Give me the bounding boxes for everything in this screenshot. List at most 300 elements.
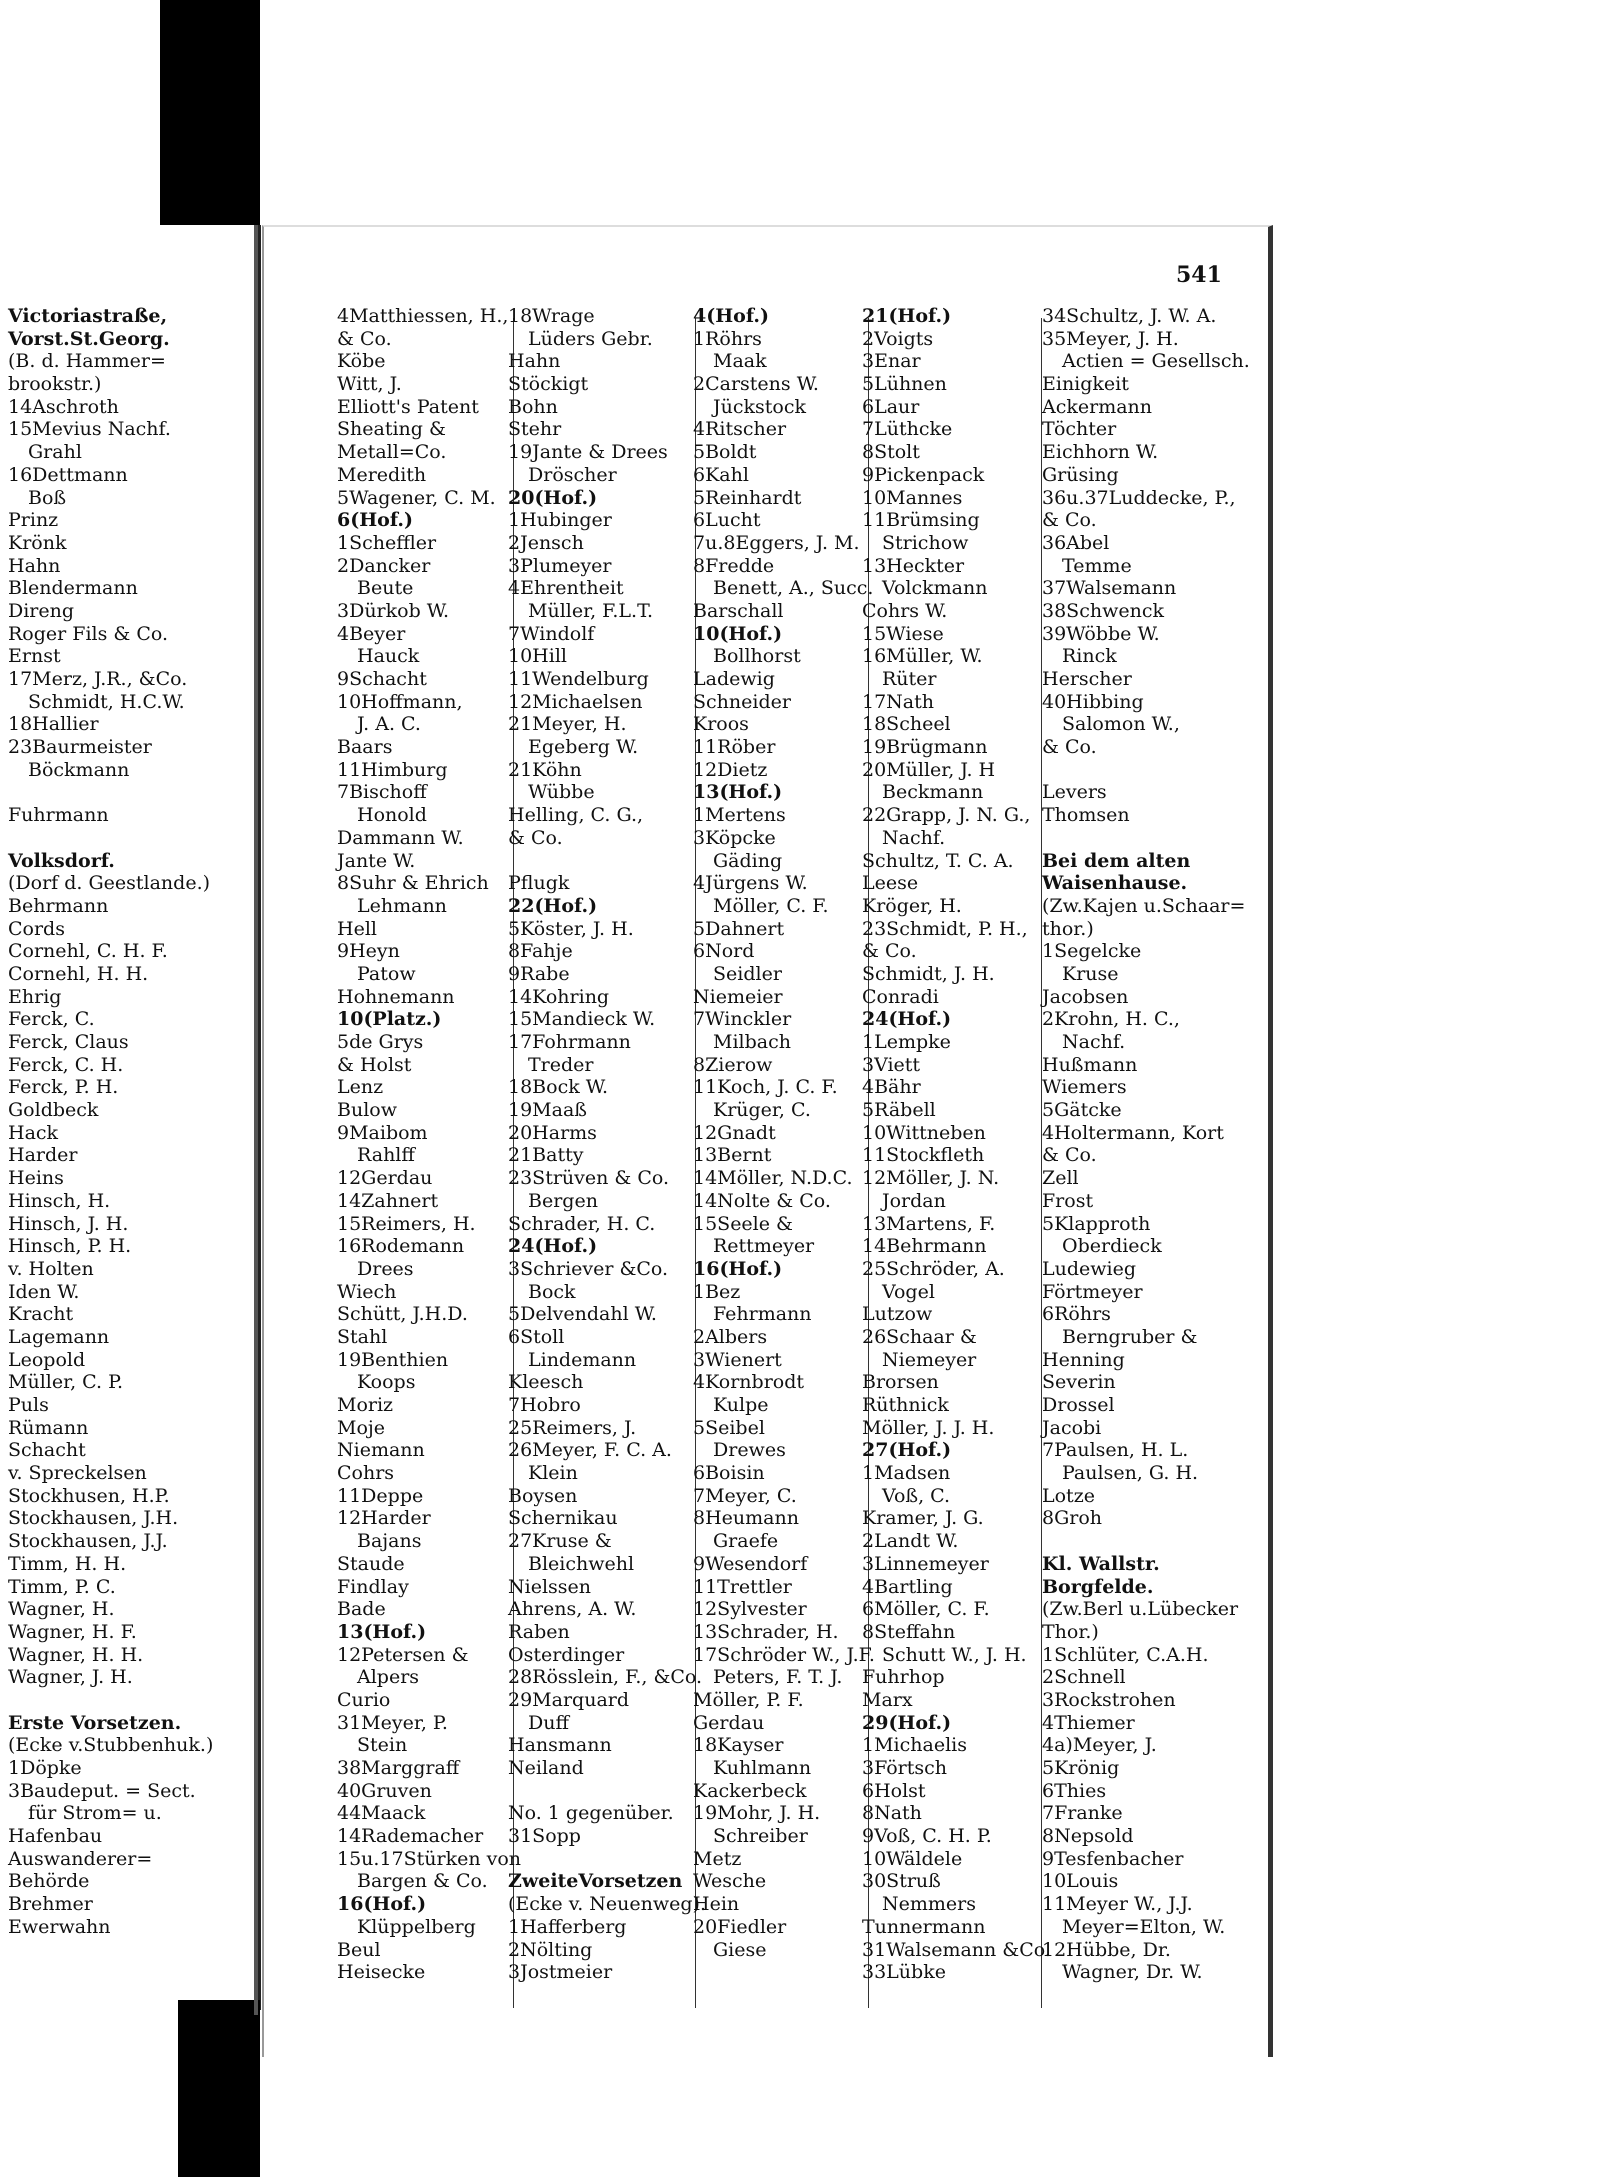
directory-line: Wagner, H. bbox=[8, 1598, 115, 1621]
directory-line: 37Walsemann bbox=[1042, 577, 1177, 600]
directory-line: Nemmers bbox=[882, 1893, 976, 1916]
directory-line: Elliott's Patent bbox=[337, 395, 479, 418]
directory-line: Beul bbox=[337, 1938, 381, 1961]
directory-line: 1Hafferberg bbox=[508, 1915, 627, 1938]
directory-line: 11Wendelburg bbox=[508, 668, 649, 690]
directory-line: Eichhorn W. bbox=[1042, 441, 1159, 464]
directory-line: (Dorf d. Geestlande.) bbox=[8, 872, 211, 895]
directory-line: 17Nath bbox=[862, 690, 935, 713]
directory-line: Einigkeit bbox=[1042, 373, 1129, 396]
directory-line: Jacobi bbox=[1042, 1416, 1102, 1439]
directory-line: 13Schrader, H. bbox=[693, 1620, 839, 1643]
directory-line: 10(Platz.) bbox=[337, 1008, 442, 1031]
directory-line: Duff bbox=[528, 1711, 569, 1734]
directory-line: 20Fiedler bbox=[693, 1915, 787, 1938]
directory-line: Moje bbox=[337, 1416, 386, 1439]
directory-line: 35Meyer, J. H. bbox=[1042, 327, 1179, 350]
directory-line: Salomon W., bbox=[1062, 713, 1180, 736]
directory-line: Möller, P. F. bbox=[693, 1688, 804, 1711]
directory-line: 11Brümsing bbox=[862, 509, 980, 532]
directory-line: Krüger, C. bbox=[713, 1099, 811, 1122]
directory-line: Dammann W. bbox=[337, 826, 464, 849]
directory-line: 21Batty bbox=[508, 1144, 584, 1167]
directory-line: Conradi bbox=[862, 985, 939, 1008]
directory-line: 4Matthiessen, H., bbox=[337, 305, 509, 327]
directory-line: Drees bbox=[357, 1257, 414, 1280]
directory-line: 3Schriever &Co. bbox=[508, 1257, 669, 1280]
directory-line: Volksdorf. bbox=[8, 849, 115, 872]
directory-line: Stehr bbox=[508, 418, 562, 441]
directory-line: 7Winckler bbox=[693, 1008, 792, 1031]
directory-line: Fehrmann bbox=[713, 1303, 812, 1326]
directory-line: Kl. Wallstr. bbox=[1042, 1552, 1160, 1575]
directory-line: 44Maack bbox=[337, 1802, 426, 1825]
directory-line: Lutzow bbox=[862, 1303, 933, 1326]
directory-line: Dröscher bbox=[528, 463, 617, 486]
directory-line: 12Dietz bbox=[693, 758, 768, 781]
directory-line: Niemann bbox=[337, 1439, 425, 1462]
directory-line: 15Mevius Nachf. bbox=[8, 418, 171, 441]
directory-line: Vogel bbox=[882, 1280, 935, 1303]
directory-line: 31Walsemann &Co. bbox=[862, 1938, 1051, 1961]
directory-line: Thor.) bbox=[1042, 1620, 1099, 1643]
directory-line: 16Dettmann bbox=[8, 463, 128, 486]
directory-line: 22(Hof.) bbox=[508, 894, 598, 917]
directory-line: Heisecke bbox=[337, 1961, 426, 1984]
directory-line: Timm, H. H. bbox=[8, 1552, 127, 1575]
directory-line: Tunnermann bbox=[862, 1915, 986, 1938]
directory-line: Witt, J. bbox=[337, 373, 402, 396]
blank-line bbox=[508, 1848, 706, 1871]
directory-line: & Co. bbox=[862, 940, 917, 963]
directory-line: Hußmann bbox=[1042, 1053, 1138, 1076]
directory-line: 24(Hof.) bbox=[508, 1235, 598, 1258]
directory-line: Vorst.St.Georg. bbox=[8, 327, 170, 350]
directory-line: Henning bbox=[1042, 1348, 1125, 1371]
directory-line: 7Windolf bbox=[508, 622, 595, 645]
directory-line: 6Lucht bbox=[693, 509, 761, 532]
directory-line: 11Meyer W., J.J. bbox=[1042, 1893, 1193, 1916]
directory-line: Grüsing bbox=[1042, 463, 1119, 486]
directory-line: 3Köpcke bbox=[693, 826, 776, 849]
directory-line: 23Schmidt, P. H., bbox=[862, 917, 1028, 940]
directory-line: 6(Hof.) bbox=[337, 509, 413, 532]
directory-line: 22Grapp, J. N. G., bbox=[862, 804, 1031, 827]
directory-line: 40Hibbing bbox=[1042, 690, 1144, 713]
directory-line: 15u.17Stürken von bbox=[337, 1847, 522, 1870]
directory-line: 9Maibom bbox=[337, 1121, 428, 1144]
directory-line: Direng bbox=[8, 599, 75, 622]
directory-line: Lehmann bbox=[357, 894, 447, 917]
directory-line: Schernikau bbox=[508, 1507, 618, 1530]
directory-line: ZweiteVorsetzen bbox=[508, 1870, 683, 1893]
directory-line: 1Döpke bbox=[8, 1757, 82, 1779]
directory-line: Hohnemann bbox=[337, 985, 455, 1008]
directory-line: Hahn bbox=[508, 350, 561, 373]
directory-line: Pflugk bbox=[508, 872, 570, 895]
directory-line: Leese bbox=[862, 872, 919, 895]
directory-line: Prinz bbox=[8, 509, 59, 532]
directory-line: 2Albers bbox=[693, 1325, 768, 1348]
directory-line: 17Schröder W., J.F. bbox=[693, 1643, 875, 1666]
directory-line: Bleichwehl bbox=[528, 1552, 635, 1575]
directory-line: 20(Hof.) bbox=[508, 486, 598, 509]
directory-line: 12Sylvester bbox=[693, 1598, 807, 1621]
directory-line: Kuhlmann bbox=[713, 1757, 812, 1779]
directory-line: 7Bischoff bbox=[337, 781, 427, 804]
directory-line: 6Thies bbox=[1042, 1779, 1107, 1802]
directory-line: Cornehl, H. H. bbox=[8, 962, 149, 985]
directory-line: Cords bbox=[8, 917, 65, 940]
directory-line: Cohrs W. bbox=[862, 599, 948, 622]
directory-line: v. Holten bbox=[8, 1257, 94, 1280]
directory-line: 6Möller, C. F. bbox=[862, 1598, 990, 1621]
directory-line: Brorsen bbox=[862, 1371, 939, 1394]
directory-line: 2Carstens W. bbox=[693, 373, 819, 396]
blank-line bbox=[508, 850, 706, 873]
directory-line: 7Meyer, C. bbox=[693, 1484, 797, 1507]
directory-line: 11Deppe bbox=[337, 1484, 424, 1507]
directory-line: 5Lühnen bbox=[862, 373, 947, 396]
directory-line: 11Himburg bbox=[337, 758, 448, 781]
directory-line: 26Schaar & bbox=[862, 1325, 977, 1348]
directory-line: 9Heyn bbox=[337, 940, 400, 963]
directory-line: Benett, A., Succ. bbox=[713, 577, 874, 600]
directory-line: Meredith bbox=[337, 463, 427, 486]
directory-line: 1Madsen bbox=[862, 1462, 951, 1485]
directory-line: Ladewig bbox=[693, 668, 775, 690]
directory-line: Leopold bbox=[8, 1348, 86, 1371]
directory-line: Drewes bbox=[713, 1439, 786, 1462]
directory-line: Kackerbeck bbox=[693, 1779, 807, 1802]
directory-line: Stein bbox=[357, 1734, 408, 1757]
directory-line: 38Schwenck bbox=[1042, 599, 1164, 622]
directory-line: 3Baudeput. = Sect. bbox=[8, 1779, 196, 1802]
directory-line: Goldbeck bbox=[8, 1099, 99, 1122]
directory-line: 3Enar bbox=[862, 350, 921, 373]
directory-line: Bergen bbox=[528, 1189, 598, 1212]
directory-line: Brehmer bbox=[8, 1893, 93, 1916]
directory-line: 8Steffahn bbox=[862, 1620, 956, 1643]
directory-line: Stockhausen, J.H. bbox=[8, 1507, 179, 1530]
directory-line: 1Scheffler bbox=[337, 531, 437, 554]
directory-line: Rettmeyer bbox=[713, 1235, 815, 1258]
directory-line: Ahrens, A. W. bbox=[508, 1598, 637, 1621]
directory-line: 11Röber bbox=[693, 736, 776, 759]
directory-line: 34Schultz, J. W. A. bbox=[1042, 305, 1217, 327]
directory-line: Kulpe bbox=[713, 1394, 769, 1416]
directory-line: 4Thiemer bbox=[1042, 1711, 1135, 1734]
directory-line: Hack bbox=[8, 1121, 59, 1144]
directory-line: 3Dürkob W. bbox=[337, 599, 450, 622]
directory-line: v. Spreckelsen bbox=[8, 1462, 147, 1485]
directory-line: Lenz bbox=[337, 1076, 384, 1099]
directory-line: Schultz, T. C. A. bbox=[862, 849, 1014, 872]
directory-line: 7Hobro bbox=[508, 1394, 581, 1416]
directory-line: Behörde bbox=[8, 1870, 90, 1893]
directory-line: 12Petersen & bbox=[337, 1643, 469, 1666]
directory-line: Wagner, Dr. W. bbox=[1062, 1961, 1203, 1984]
directory-line: 23Strüven & Co. bbox=[508, 1167, 670, 1190]
directory-line: 6Röhrs bbox=[1042, 1303, 1111, 1326]
directory-line: Osterdinger bbox=[508, 1643, 625, 1666]
directory-line: 30Struß bbox=[862, 1870, 941, 1893]
directory-line: Barschall bbox=[693, 599, 784, 622]
directory-line: Möller, J. J. H. bbox=[862, 1416, 995, 1439]
directory-line: 21Meyer, H. bbox=[508, 713, 627, 736]
directory-line: 27(Hof.) bbox=[862, 1439, 952, 1462]
directory-line: 4Holtermann, Kort bbox=[1042, 1121, 1224, 1144]
directory-line: Drossel bbox=[1042, 1394, 1115, 1416]
directory-line: 20Harms bbox=[508, 1121, 597, 1144]
directory-line: Jante W. bbox=[337, 849, 416, 872]
directory-line: Curio bbox=[337, 1688, 391, 1711]
directory-line: 12Harder bbox=[337, 1507, 431, 1530]
directory-line: Fuhrhop bbox=[862, 1666, 945, 1689]
directory-line: Blendermann bbox=[8, 577, 138, 600]
directory-line: Hinsch, P. H. bbox=[8, 1235, 132, 1258]
directory-line: Borgfelde. bbox=[1042, 1575, 1154, 1598]
directory-line: Milbach bbox=[713, 1031, 791, 1053]
directory-line: Hauck bbox=[357, 645, 420, 668]
directory-line: Stöckigt bbox=[508, 373, 589, 396]
directory-line: Levers bbox=[1042, 781, 1107, 804]
directory-line: Raben bbox=[508, 1620, 570, 1643]
directory-line: 5Räbell bbox=[862, 1099, 936, 1122]
directory-line: Ackermann bbox=[1042, 395, 1153, 418]
directory-line: Kruse bbox=[1062, 962, 1119, 985]
directory-line: 5de Grys bbox=[337, 1031, 424, 1053]
directory-line: Kroos bbox=[693, 713, 749, 736]
directory-line: 3Linnemeyer bbox=[862, 1552, 989, 1575]
directory-line: Bulow bbox=[337, 1099, 397, 1122]
directory-line: Rüthnick bbox=[862, 1394, 949, 1416]
directory-line: Severin bbox=[1042, 1371, 1116, 1394]
directory-line: 7Franke bbox=[1042, 1802, 1123, 1825]
directory-line: 16(Hof.) bbox=[337, 1893, 427, 1916]
directory-line: 16(Hof.) bbox=[693, 1257, 783, 1280]
directory-line: 25Schröder, A. bbox=[862, 1257, 1005, 1280]
directory-line: 14Behrmann bbox=[862, 1235, 987, 1258]
directory-line: 14Kohring bbox=[508, 985, 610, 1008]
directory-line: 3Jostmeier bbox=[508, 1961, 613, 1984]
directory-line: Victoriastraße, bbox=[8, 305, 168, 327]
directory-line: Baars bbox=[337, 736, 393, 759]
directory-line: thor.) bbox=[1042, 917, 1094, 940]
directory-line: Hinsch, J. H. bbox=[8, 1212, 129, 1235]
directory-line: Ehrig bbox=[8, 985, 62, 1008]
directory-line: 10(Hof.) bbox=[693, 622, 783, 645]
directory-line: Staude bbox=[337, 1552, 405, 1575]
directory-line: 36Abel bbox=[1042, 531, 1110, 554]
directory-line: Beute bbox=[357, 577, 414, 600]
directory-line: 1Hubinger bbox=[508, 509, 612, 532]
directory-line: 9Wesendorf bbox=[693, 1552, 808, 1575]
directory-line: Grahl bbox=[28, 441, 82, 464]
directory-line: 6Nord bbox=[693, 940, 755, 963]
directory-line: 14Rademacher bbox=[337, 1825, 484, 1848]
directory-line: 1Lempke bbox=[862, 1031, 951, 1053]
directory-line: Cornehl, C. H. F. bbox=[8, 940, 168, 963]
directory-line: 10Mannes bbox=[862, 486, 963, 509]
directory-line: 9Pickenpack bbox=[862, 463, 985, 486]
directory-line: 13(Hof.) bbox=[337, 1620, 427, 1643]
directory-line: 36u.37Luddecke, P., bbox=[1042, 486, 1236, 509]
directory-line: Egeberg W. bbox=[528, 736, 639, 759]
directory-line: Boysen bbox=[508, 1484, 578, 1507]
directory-line: & Co. bbox=[1042, 736, 1097, 759]
directory-line: Lindemann bbox=[528, 1348, 637, 1371]
directory-line: 8Nepsold bbox=[1042, 1825, 1134, 1848]
directory-line: Puls bbox=[8, 1394, 49, 1416]
directory-line: Hafenbau bbox=[8, 1825, 103, 1848]
directory-line: 7Lüthcke bbox=[862, 418, 953, 441]
directory-line: Ewerwahn bbox=[8, 1915, 111, 1938]
directory-line: Alpers bbox=[357, 1666, 420, 1689]
directory-line: Schreiber bbox=[713, 1825, 808, 1848]
directory-line: Schneider bbox=[693, 690, 791, 713]
directory-line: 31Meyer, P. bbox=[337, 1711, 448, 1734]
directory-line: Kleesch bbox=[508, 1371, 584, 1394]
blank-line bbox=[8, 1689, 213, 1712]
directory-line: 16Müller, W. bbox=[862, 645, 983, 668]
directory-line: 4Kornbrodt bbox=[693, 1371, 805, 1394]
directory-line: 14Zahnert bbox=[337, 1189, 439, 1212]
directory-line: 4Bartling bbox=[862, 1575, 953, 1598]
directory-line: 16Rodemann bbox=[337, 1235, 465, 1258]
directory-line: Seidler bbox=[713, 962, 782, 985]
directory-line: Treder bbox=[528, 1053, 594, 1076]
directory-line: 5Reinhardt bbox=[693, 486, 802, 509]
directory-line: Bade bbox=[337, 1598, 386, 1621]
directory-line: Kröger, H. bbox=[862, 894, 962, 917]
directory-line: 13Heckter bbox=[862, 554, 965, 577]
directory-line: Lagemann bbox=[8, 1325, 110, 1348]
directory-line: 4Beyer bbox=[337, 622, 406, 645]
directory-line: & Holst bbox=[337, 1053, 412, 1076]
directory-line: 7Paulsen, H. L. bbox=[1042, 1439, 1189, 1462]
blank-line bbox=[508, 1780, 706, 1803]
directory-line: 12Möller, J. N. bbox=[862, 1167, 1000, 1190]
directory-line: 12Gnadt bbox=[693, 1121, 776, 1144]
directory-line: 15Reimers, H. bbox=[337, 1212, 476, 1235]
directory-line: 13(Hof.) bbox=[693, 781, 783, 804]
directory-line: Lüders Gebr. bbox=[528, 327, 653, 350]
directory-line: 23Baurmeister bbox=[8, 736, 152, 759]
column-2 bbox=[337, 305, 521, 1984]
directory-line: Rinck bbox=[1062, 645, 1117, 668]
column-4 bbox=[693, 305, 875, 1961]
directory-line: No. 1 gegenüber. bbox=[508, 1802, 674, 1825]
directory-line: 8Nath bbox=[862, 1802, 922, 1825]
directory-line: Kracht bbox=[8, 1303, 74, 1326]
directory-line: 20Müller, J. H bbox=[862, 758, 996, 781]
directory-line: 11Koch, J. C. F. bbox=[693, 1076, 838, 1099]
directory-line: Oberdieck bbox=[1062, 1235, 1162, 1258]
directory-line: Krönk bbox=[8, 531, 67, 554]
directory-line: 8Groh bbox=[1042, 1507, 1103, 1530]
directory-line: Peters, F. T. J. bbox=[713, 1666, 843, 1689]
directory-line: brookstr.) bbox=[8, 373, 102, 396]
directory-line: 6Boisin bbox=[693, 1462, 765, 1485]
directory-line: Waisenhause. bbox=[1042, 872, 1188, 895]
directory-line: 14Möller, N.D.C. bbox=[693, 1167, 853, 1190]
directory-line: 19Jante & Drees bbox=[508, 441, 668, 464]
directory-line: Ferck, P. H. bbox=[8, 1076, 119, 1099]
directory-line: Hell bbox=[337, 917, 377, 940]
directory-line: Cohrs bbox=[337, 1462, 395, 1485]
directory-line: 4Bähr bbox=[862, 1076, 921, 1099]
blank-line bbox=[8, 781, 213, 804]
directory-line: 19Brügmann bbox=[862, 736, 988, 759]
directory-line: Hansmann bbox=[508, 1734, 612, 1757]
directory-line: 6Holst bbox=[862, 1779, 926, 1802]
directory-line: 21Köhn bbox=[508, 758, 582, 781]
blank-line bbox=[1042, 1530, 1250, 1553]
directory-line: 8Suhr & Ehrich bbox=[337, 872, 489, 895]
directory-line: 7u.8Eggers, J. M. bbox=[693, 531, 860, 554]
directory-line: Auswanderer= bbox=[8, 1847, 153, 1870]
directory-line: Schutt W., J. H. bbox=[882, 1643, 1027, 1666]
directory-line: 8Heumann bbox=[693, 1507, 799, 1530]
directory-line: 12Gerdau bbox=[337, 1167, 433, 1190]
directory-line: Metall=Co. bbox=[337, 441, 447, 464]
directory-line: 5Krönig bbox=[1042, 1757, 1120, 1779]
directory-line: 3Förtsch bbox=[862, 1757, 948, 1779]
directory-line: 9Tesfenbacher bbox=[1042, 1847, 1184, 1870]
directory-line: Giese bbox=[713, 1938, 767, 1961]
directory-line: Nachf. bbox=[882, 826, 946, 849]
directory-line: 2Dancker bbox=[337, 554, 431, 577]
directory-line: 2Nölting bbox=[508, 1938, 593, 1961]
directory-line: Schütt, J.H.D. bbox=[337, 1303, 468, 1326]
directory-line: 18Wrage bbox=[508, 305, 595, 327]
directory-line: 8Fredde bbox=[693, 554, 775, 577]
blank-line bbox=[1042, 759, 1250, 782]
directory-line: 28Rösslein, F., &Co. bbox=[508, 1666, 703, 1689]
directory-line: Jacobsen bbox=[1042, 985, 1129, 1008]
directory-line: & Co. bbox=[337, 327, 392, 350]
directory-line: Strichow bbox=[882, 531, 969, 554]
directory-line: 31Sopp bbox=[508, 1825, 581, 1848]
directory-line: Förtmeyer bbox=[1042, 1280, 1143, 1303]
directory-line: Harder bbox=[8, 1144, 78, 1167]
directory-line: Müller, C. P. bbox=[8, 1371, 124, 1394]
directory-line: 11Stockfleth bbox=[862, 1144, 985, 1167]
directory-line: Maak bbox=[713, 350, 767, 373]
directory-line: Bollhorst bbox=[713, 645, 801, 668]
page-gutter bbox=[254, 225, 258, 2015]
directory-line: Kramer, J. G. bbox=[862, 1507, 984, 1530]
directory-line: 33Lübke bbox=[862, 1961, 946, 1984]
directory-line: 5Köster, J. H. bbox=[508, 917, 634, 940]
directory-line: 12Michaelsen bbox=[508, 690, 643, 713]
directory-line: Schmidt, H.C.W. bbox=[28, 690, 185, 713]
directory-line: Stahl bbox=[337, 1325, 388, 1348]
directory-line: 6Kahl bbox=[693, 463, 749, 486]
directory-line: Marx bbox=[862, 1688, 913, 1711]
directory-line: 2Jensch bbox=[508, 531, 584, 554]
directory-line: 8Zierow bbox=[693, 1053, 773, 1076]
directory-line: 19Mohr, J. H. bbox=[693, 1802, 821, 1825]
directory-line: 25Reimers, J. bbox=[508, 1416, 637, 1439]
directory-line: Müller, F.L.T. bbox=[528, 599, 654, 622]
directory-line: 18Scheel bbox=[862, 713, 951, 736]
directory-line: Moriz bbox=[337, 1394, 394, 1416]
directory-line: 11Trettler bbox=[693, 1575, 792, 1598]
blank-line bbox=[1042, 827, 1250, 850]
directory-line: 10Wäldele bbox=[862, 1847, 963, 1870]
